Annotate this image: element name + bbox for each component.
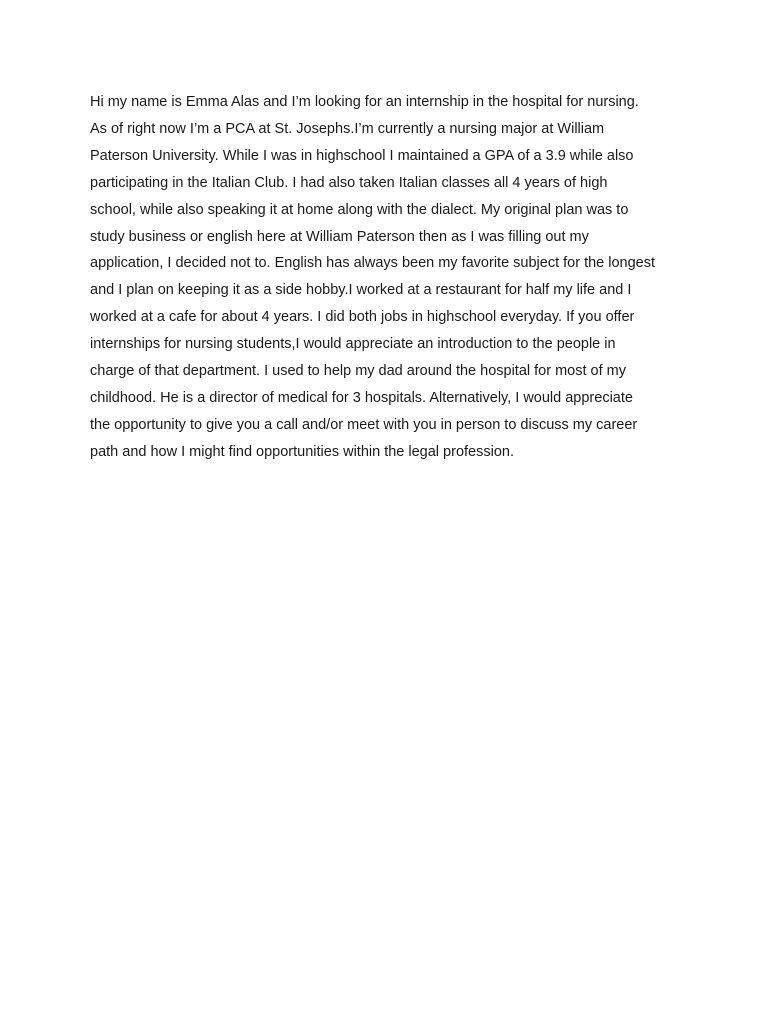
paragraph-line: internships for nursing students,I would appreciate an introduction to the people in <box>90 336 616 353</box>
paragraph-line: charge of that department. I used to help my dad around the hospital for most of my <box>90 363 626 380</box>
paragraph-line: path and how I might find opportunities within the legal profession. <box>90 443 514 460</box>
paragraph-line: application, I decided not to. English has always been my favorite subject for the longest <box>90 255 656 272</box>
paragraph-line: Paterson University. While I was in highschool I maintained a GPA of a 3.9 while also <box>90 147 634 164</box>
paragraph-line: school, while also speaking it at home along with the dialect. My original plan was to <box>90 201 629 218</box>
paragraph-line: worked at a cafe for about 4 years. I did both jobs in highschool everyday. If you offer <box>90 309 635 326</box>
paragraph-line: As of right now I’m a PCA at St. Josephs.I’m currently a nursing major at William <box>90 120 605 137</box>
paragraph-line: childhood. He is a director of medical for 3 hospitals. Alternatively, I would appreciate <box>90 389 633 406</box>
paragraph-line: Hi my name is Emma Alas and I’m looking for an internship in the hospital for nursing. <box>90 94 639 110</box>
body-paragraph <box>90 89 700 466</box>
paragraph-line: participating in the Italian Club. I had also taken Italian classes all 4 years of high <box>90 174 608 191</box>
paragraph-line: the opportunity to give you a call and/or meet with you in person to discuss my career <box>90 416 638 433</box>
paragraph-line: and I plan on keeping it as a side hobby.I worked at a restaurant for half my life and I <box>90 282 632 299</box>
paragraph-line: study business or english here at William Paterson then as I was filling out my <box>90 228 589 245</box>
